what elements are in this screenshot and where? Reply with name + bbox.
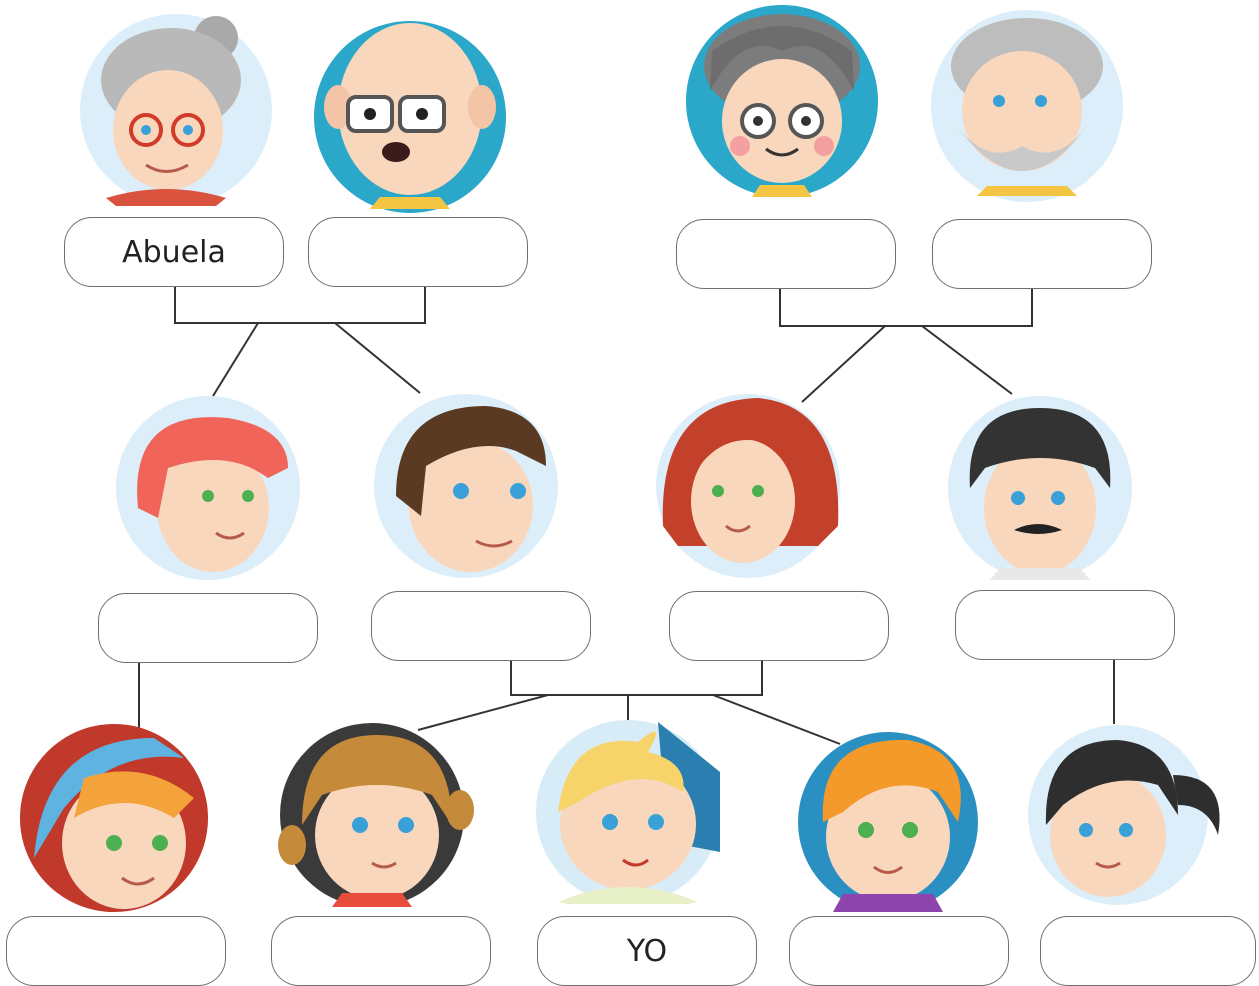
label-box-grandma-1[interactable] [64,217,284,287]
mother-avatar-icon [656,394,840,578]
label-box-father[interactable] [371,591,591,661]
label-box-grandpa-2[interactable] [932,219,1152,289]
child-avatar-icon [798,732,978,912]
label-box-cousin-2[interactable] [1040,916,1256,986]
child-avatar-icon [278,723,474,907]
label-text: YO [626,933,668,969]
child-avatar-icon [20,724,208,912]
child-avatar-icon [536,720,720,904]
label-box-grandpa-1[interactable] [308,217,528,287]
label-box-uncle[interactable] [955,590,1175,660]
label-box-cousin-1[interactable] [6,916,226,986]
father-avatar-icon [374,394,558,578]
label-box-me[interactable] [537,916,757,986]
label-box-brother[interactable] [789,916,1009,986]
grandfather-avatar-icon [931,10,1123,202]
grandfather-avatar-icon [314,21,506,213]
label-box-mother[interactable] [669,591,889,661]
aunt-avatar-icon [116,396,300,580]
label-box-grandma-2[interactable] [676,219,896,289]
grandmother-avatar-icon [80,14,272,206]
grandmother-avatar-icon [686,5,878,197]
label-text: Abuela [122,234,226,270]
uncle-avatar-icon [948,396,1132,580]
child-avatar-icon [1028,725,1220,905]
label-box-sister[interactable] [271,916,491,986]
label-box-aunt[interactable] [98,593,318,663]
